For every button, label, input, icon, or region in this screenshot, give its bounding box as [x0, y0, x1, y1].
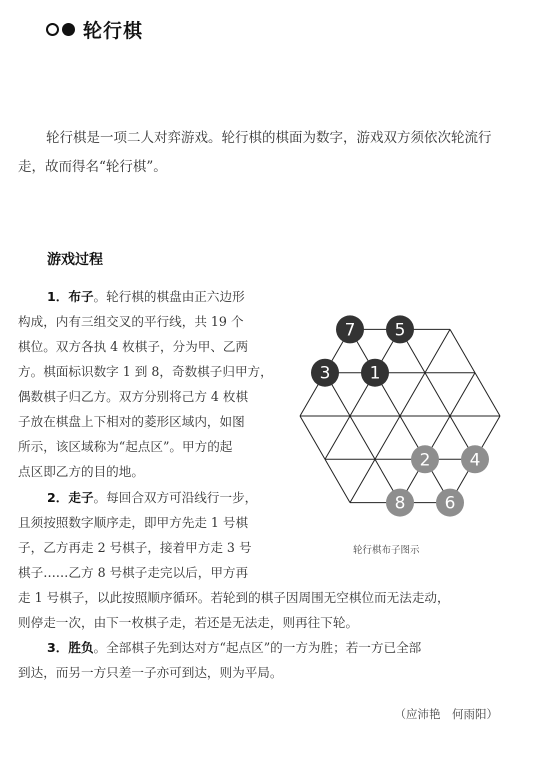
board-line — [325, 416, 350, 459]
rule-1-line: 构成，内有三组交叉的平行线，共 19 个 — [18, 314, 244, 329]
piece-label-5: 5 — [394, 320, 406, 341]
rule-1-line: 子放在棋盘上下相对的菱形区域内，如图 — [18, 414, 245, 429]
rule-3-line: 到达，而另一方只差一子亦可到达，则为平局。 — [18, 665, 283, 680]
article-title: 轮行棋 — [83, 20, 144, 42]
intro-paragraph: 轮行棋是一项二人对弈游戏。轮行棋的棋面为数字，游戏双方须依次轮流行走，故而得名“轮行棋”。 — [18, 130, 492, 175]
rule-1-line: 棋位。双方各执 4 枚棋子，分为甲、乙两 — [18, 339, 249, 354]
piece-label-7: 7 — [344, 320, 356, 341]
piece-label-4: 4 — [469, 450, 481, 471]
board-line — [450, 329, 475, 372]
board-line — [300, 416, 325, 459]
rule-2-line: 棋子……乙方 8 号棋子走完以后，甲方再 — [18, 565, 249, 580]
rule-2-line: 走 1 号棋子，以此按照顺序循环。若轮到的棋子因周围无空棋位而无法走动， — [18, 590, 450, 605]
board-line — [375, 416, 400, 459]
author-credit: （应沛艳 何雨阳） — [394, 707, 498, 721]
rule-1-text: 。轮行棋的棋盘由正六边形 — [93, 289, 245, 304]
rule-1-line: 方。棋面标识数字 1 到 8，奇数棋子归甲方， — [18, 364, 273, 379]
rule-2-text: 。每回合双方可沿线行一步， — [93, 490, 258, 505]
rule-3-heading: 胜负 — [68, 640, 94, 655]
rule-1-heading: 布子 — [68, 289, 94, 304]
rule-3-text: 。全部棋子先到达对方“起点区”的一方为胜；若一方已全部 — [93, 640, 422, 655]
figure-caption: 轮行棋布子图示 — [353, 545, 420, 556]
piece-label-8: 8 — [394, 493, 406, 514]
board-line — [425, 329, 450, 372]
article-header — [46, 16, 143, 43]
hex-board-figure — [298, 286, 502, 536]
piece-label-1: 1 — [369, 363, 381, 384]
section-heading: 游戏过程 — [47, 252, 103, 268]
rule-1-number: 1． — [47, 289, 69, 304]
rule-1-line: 偶数棋子归乙方。双方分别将己方 4 枚棋 — [18, 389, 249, 404]
rule-3-line-1 — [47, 637, 421, 656]
board-grid — [300, 329, 500, 502]
piece-label-6: 6 — [444, 493, 456, 514]
rule-2-line: 子，乙方再走 2 号棋子，接着甲方走 3 号 — [18, 540, 252, 555]
piece-label-3: 3 — [319, 363, 331, 384]
rule-2-line-1 — [47, 487, 257, 506]
board-line — [350, 459, 375, 502]
rule-1-line-1 — [47, 286, 245, 305]
rule-3-number: 3． — [47, 640, 69, 655]
board-line — [400, 373, 425, 416]
rule-2-line: 则停走一次，由下一枚棋子走，若还是无法走，则再往下轮。 — [18, 615, 359, 630]
open-circle-icon — [46, 23, 59, 36]
rule-2-heading: 走子 — [68, 490, 94, 505]
piece-label-2: 2 — [419, 450, 431, 471]
rule-1-line: 点区即乙方的目的地。 — [18, 464, 144, 479]
board-line — [425, 373, 450, 416]
rule-2-number: 2． — [47, 490, 69, 505]
rule-2-line: 且须按照数字顺序走，即甲方先走 1 号棋 — [18, 515, 249, 530]
filled-circle-icon — [62, 23, 75, 36]
board-line — [450, 373, 475, 416]
board-line — [350, 416, 375, 459]
board-line — [475, 373, 500, 416]
rule-1-line: 所示，该区域称为“起点区”。甲方的起 — [18, 439, 233, 454]
board-line — [325, 459, 350, 502]
